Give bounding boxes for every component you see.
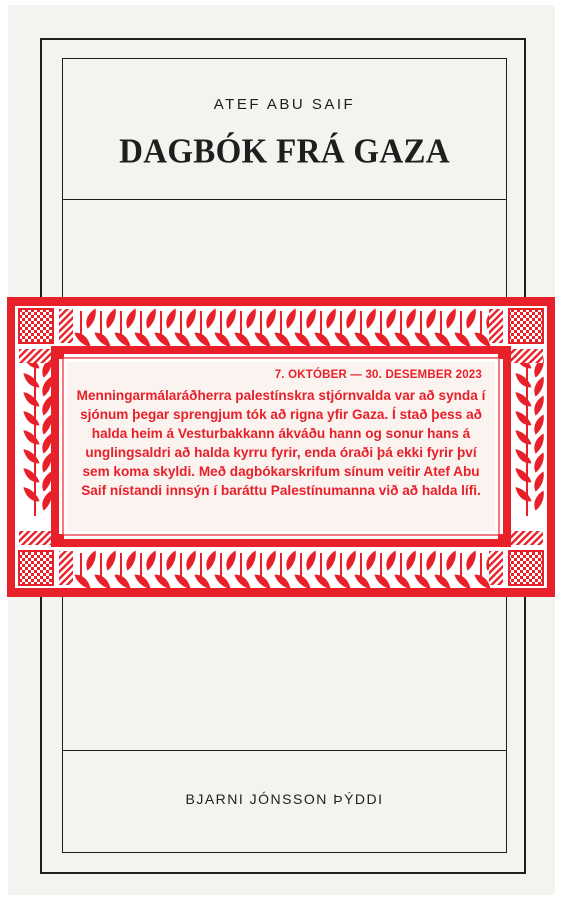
footer-divider: [62, 750, 507, 751]
diagonal-stripe-pattern: [509, 531, 543, 545]
diagonal-stripe-pattern: [509, 349, 543, 363]
title-divider: [62, 199, 507, 200]
diary-dates: 7. OKTÓBER — 30. DESEMBER 2023: [274, 369, 482, 381]
diagonal-stripe-pattern: [19, 531, 53, 545]
book-title: DAGBÓK FRÁ GAZA: [119, 133, 450, 171]
diagonal-stripe-pattern: [19, 349, 53, 363]
diagonal-stripe-pattern: [59, 309, 73, 343]
diagonal-stripe-pattern: [489, 551, 503, 585]
diagonal-stripe-pattern: [489, 309, 503, 343]
book-blurb: Menningarmálaráðherra palestínskra stjórnvalda var að synda í sjónum þegar sprengjum tók að rigna yfir Gaza. Í stað þess að halda heim á Vesturbakkann ákváðu hann og sonur hans á unglingsaldri að halda kyrru fyrir, enda óraði þá ekki fyrir því sem koma skyldi. Með dagbókarskrifum sínum veitir Atef Abu Saif nístandi innsýn í baráttu Palestínumanna við að halda lífi.: [76, 388, 486, 498]
author-name: ATEF ABU SAIF: [213, 96, 356, 113]
translator-credit: BJARNI JÓNSSON ÞÝDDI: [185, 791, 384, 807]
diagonal-stripe-pattern: [59, 551, 73, 585]
band-text-panel: [70, 360, 492, 535]
